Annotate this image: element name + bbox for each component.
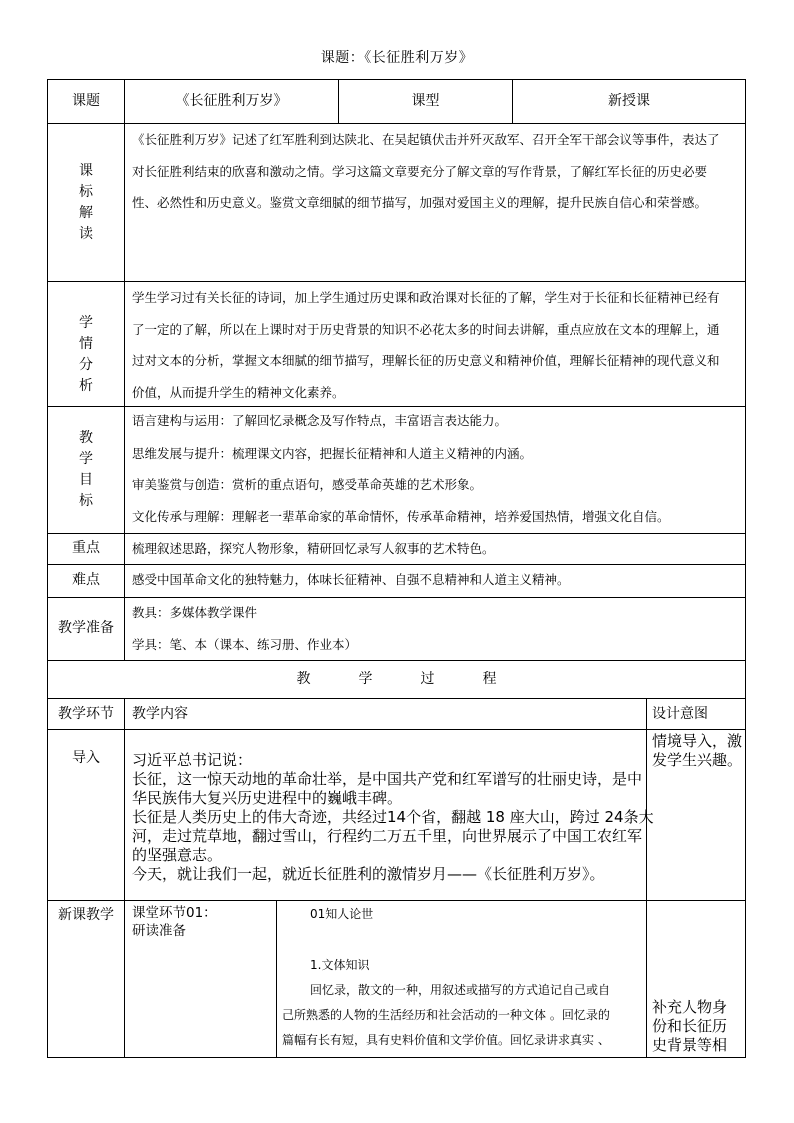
nandian-text: 感受中国革命文化的独特魅力，体味长征精神、自强不息精神和人道主义精神。 (132, 572, 570, 587)
row-line (47, 900, 746, 901)
newlesson-stage: 新课教学 (58, 907, 114, 923)
col-intent-header: 设计意图 (652, 706, 708, 722)
goal-item: 语言建构与运用：了解回忆录概念及写作特点，丰富语言表达能力。 (132, 413, 508, 428)
kebiao-text: 《长征胜利万岁》记述了红军胜利到达陕北、在吴起镇伏击并歼灭敌军、召开全军干部会议等事件，表达了对长征胜利结束的欣喜和激动之情。学习这篇文章要充分了解文章的写作背景，了解红军长征的历史必要性、必然性和历史意义。鉴赏文章细腻的细节描写，加强对爱国主义的理解，提升民族自信心和荣誉感。 (132, 132, 720, 210)
intro-line: 华民族伟大复兴历史进程中的巍峨丰碑。 (132, 789, 403, 807)
zhunbei-item: 教具：多媒体教学课件 (132, 605, 258, 620)
goal-item: 审美鉴赏与创造：赏析的重点语句，感受革命英雄的艺术形象。 (132, 477, 483, 492)
intro-line: 的坚强意志。 (132, 846, 223, 864)
process-title: 教学过程 (296, 671, 545, 687)
row-line (47, 729, 746, 730)
intro-stage: 导入 (72, 750, 100, 766)
col-line (124, 698, 125, 1057)
table-border-top (47, 79, 746, 80)
page-title: 课题：《长征胜利万岁》 (320, 50, 474, 66)
intro-line: 河，走过荒草地，翻过雪山，行程约二万五千里，向世界展示了中国工农红军 (132, 827, 643, 845)
intro-line: 长征，这一惊天动地的革命壮举，是中国共产党和红军谱写的壮丽史诗，是中 (132, 770, 643, 788)
zhongdian-text: 梳理叙述思路，探究人物形象，精研回忆录写人叙事的艺术特色。 (132, 541, 495, 556)
nandian-label: 难点 (72, 572, 100, 588)
row-line (47, 660, 746, 661)
xueqing-text: 学生学习过有关长征的诗词，加上学生通过历史课和政治课对长征的了解，学生对于长征和长征精神已经有了一定的了解，所以在上课时对于历史背景的知识不必花太多的时间去讲解，重点应放在文本的理解上，通过对文本的分析，掌握文本细腻的细节描写，理解长征的历史意义和精神价值，理解长征精神的现代意义和价值，从而提升学生的精神文化素养。 (132, 290, 720, 400)
newlesson-para-line: 己所熟悉的人物的生活经历和社会活动的一种文体 。回忆录的 (282, 1008, 610, 1022)
table-border-bottom (47, 1057, 746, 1058)
col-content-header: 教学内容 (132, 706, 188, 722)
intro-line: 习近平总书记说： (132, 751, 253, 769)
row-line (47, 564, 746, 565)
col-stage-header: 教学环节 (58, 706, 114, 722)
topic-value: 《长征胜利万岁》 (175, 93, 288, 109)
newlesson-sub-line: 课堂环节01： (132, 905, 217, 921)
intro-line: 长征是人类历史上的伟大奇迹，共经过14个省，翻越 18 座大山，跨过 24条大 (132, 808, 654, 826)
intro-intent-line: 发学生兴趣。 (652, 751, 743, 769)
zhongdian-label: 重点 (72, 540, 100, 556)
newlesson-para-line: 篇幅有长有短，具有史料价值和文学价值。回忆录讲求真实 、 (282, 1033, 610, 1047)
row-line (47, 698, 746, 699)
table-border-right (745, 79, 746, 1058)
type-label: 课型 (411, 93, 440, 109)
col-line (124, 79, 125, 660)
row-line (47, 533, 746, 534)
zhunbei-item: 学具：笔、本（课本、练习册、作业本） (132, 637, 358, 652)
goal-item: 文化传承与理解：理解老一辈革命家的革命情怀，传承革命精神，培养爱国热情，增强文化自信。 (132, 509, 670, 524)
col-line (276, 900, 277, 1057)
newlesson-intent-line: 份和长征历 (652, 1017, 728, 1035)
type-value: 新授课 (608, 93, 650, 109)
intro-line: 今天，就让我们一起，就近长征胜利的激情岁月——《长征胜利万岁》。 (132, 865, 605, 883)
newlesson-intent-line: 补充人物身 (652, 998, 728, 1016)
newlesson-sub-line: 研读准备 (132, 923, 186, 939)
row-line (47, 597, 746, 598)
goal-item: 思维发展与提升：梳理课文内容，把握长征精神和人道主义精神的内涵。 (132, 446, 533, 461)
newlesson-para-line: 回忆录，散文的一种，用叙述或描写的方式追记自己或自 (310, 983, 611, 997)
newlesson-subheading: 1.文体知识 (310, 958, 370, 972)
newlesson-heading: 01知人论世 (310, 907, 374, 921)
intro-intent-line: 情境导入，激 (652, 732, 743, 750)
topic-label: 课题 (72, 93, 100, 109)
kebiao-label: 课标解读 (79, 163, 93, 242)
newlesson-intent-line: 史背景等相 (652, 1036, 728, 1054)
xueqing-label: 学情分析 (79, 315, 93, 394)
zhunbei-label: 教学准备 (58, 620, 114, 636)
mubiao-label: 教学目标 (79, 430, 93, 509)
col-line (646, 698, 647, 1057)
